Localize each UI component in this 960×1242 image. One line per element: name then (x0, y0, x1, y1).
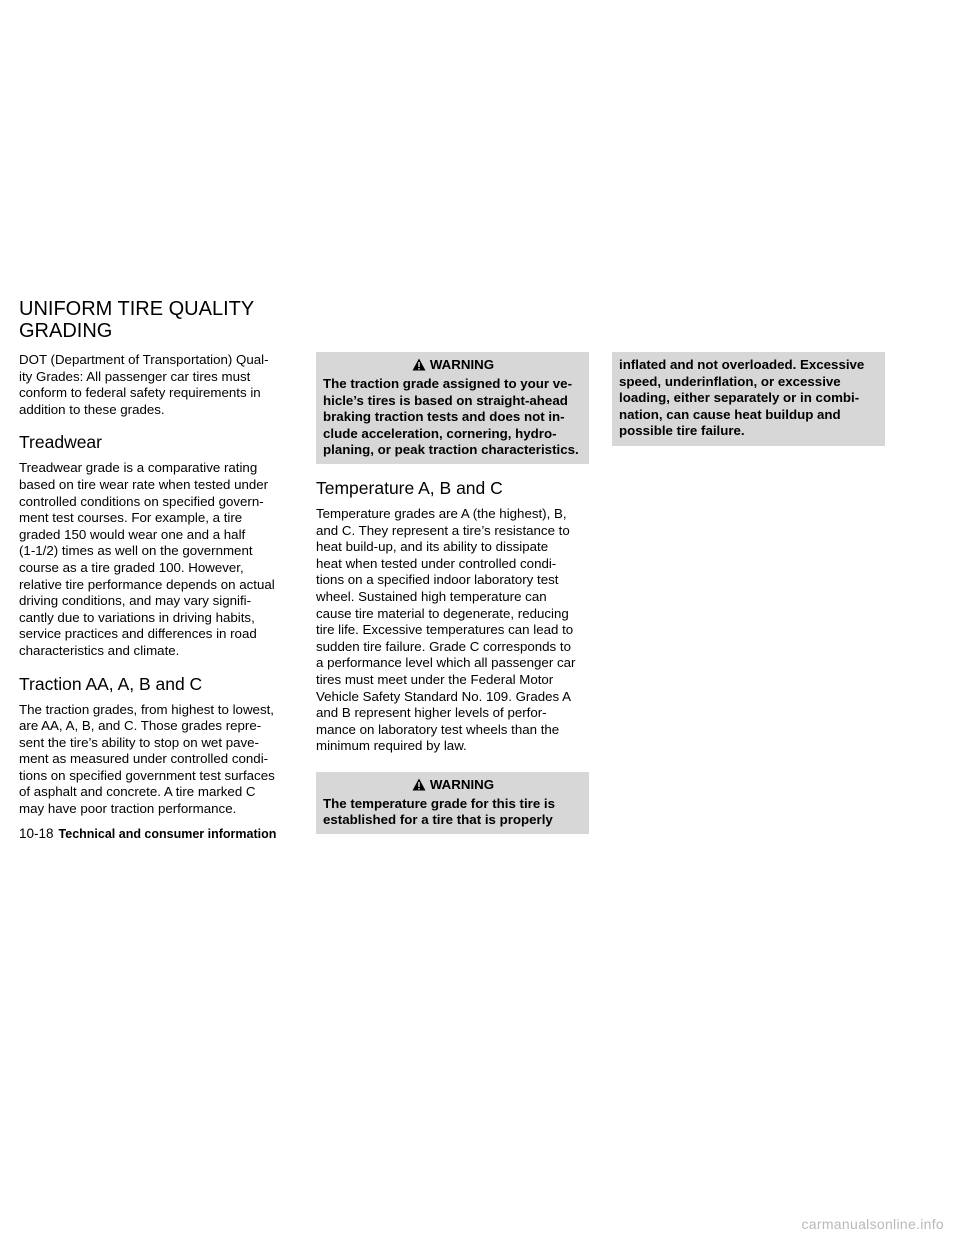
warning-label: WARNING (429, 357, 495, 372)
treadwear-heading: Treadwear (19, 432, 102, 453)
warning-box-continued (612, 352, 885, 446)
warning-triangle-icon (412, 778, 426, 791)
page-number: 10-18 (19, 826, 54, 841)
temperature-heading: Temperature A, B and C (316, 477, 503, 498)
warning-text: The temperature grade for this tire is established for a tire that is properly (323, 795, 556, 828)
warning-header (323, 356, 583, 373)
traction-paragraph: The traction grades, from highest to lowest, are AA, A, B, and C. Those grades repre- sent the tire’s ability to stop on wet pave- ment as measured under controlled condi- tions on specified government test surfaces of asphalt and concrete. A tire marked C may have poor traction performance. (19, 701, 275, 817)
warning-label: WARNING (429, 776, 495, 792)
intro-paragraph: DOT (Department of Transportation) Qual- ity Grades: All passenger car tires must conform to federal safety requirements in addition to these grades. (19, 352, 269, 417)
warning-triangle-icon (412, 358, 426, 371)
column-2 (316, 352, 589, 834)
traction-heading: Traction AA, A, B and C (19, 673, 203, 694)
warning-text-continued: inflated and not overloaded. Excessive speed, underinflation, or excessive loading, either separately or in combi- nation, can cause heat buildup and possible tire failure. (619, 357, 865, 439)
treadwear-paragraph: Treadwear grade is a comparative rating based on tire wear rate when tested under controlled conditions on specified govern- ment test courses. For example, a tire graded 150 would wear one and a half (1-1/2) times as well on the government course as a tire graded 100. However, relative tire performance depends on actual driving conditions, and may vary signifi- cantly due to variations in driving habits, service practices and differences in road characteristics and climate. (19, 460, 275, 658)
page-footer (19, 826, 276, 842)
warning-header (323, 776, 583, 793)
page-title: UNIFORM TIRE QUALITY GRADING (19, 298, 255, 342)
warning-box-traction (316, 352, 589, 464)
watermark: carmanualsonline.info (801, 1216, 944, 1232)
warning-text: The traction grade assigned to your ve- hicle’s tires is based on straight-ahead braking traction tests and does not in- clude acceleration, cornering, hydro- planing, or peak traction characteristics. (323, 376, 579, 458)
temperature-paragraph: Temperature grades are A (the highest), B, and C. They represent a tire’s resistance to heat build-up, and its ability to dissipate heat when tested under controlled condi- tions on a specified indoor laboratory test wheel. Sustained high temperature can cause tire material to degenerate, reducing tire life. Excessive temperatures can lead to sudden tire failure. Grade C corresponds to a performance level which all passenger car tires must meet under the Federal Motor Vehicle Safety Standard No. 109. Grades A and B represent higher levels of perfor- mance on laboratory test wheels than the minimum required by law. (316, 505, 576, 754)
column-3 (612, 352, 885, 446)
warning-box-temperature (316, 772, 589, 834)
column-1 (19, 352, 292, 818)
chapter-title: Technical and consumer information (58, 827, 277, 841)
